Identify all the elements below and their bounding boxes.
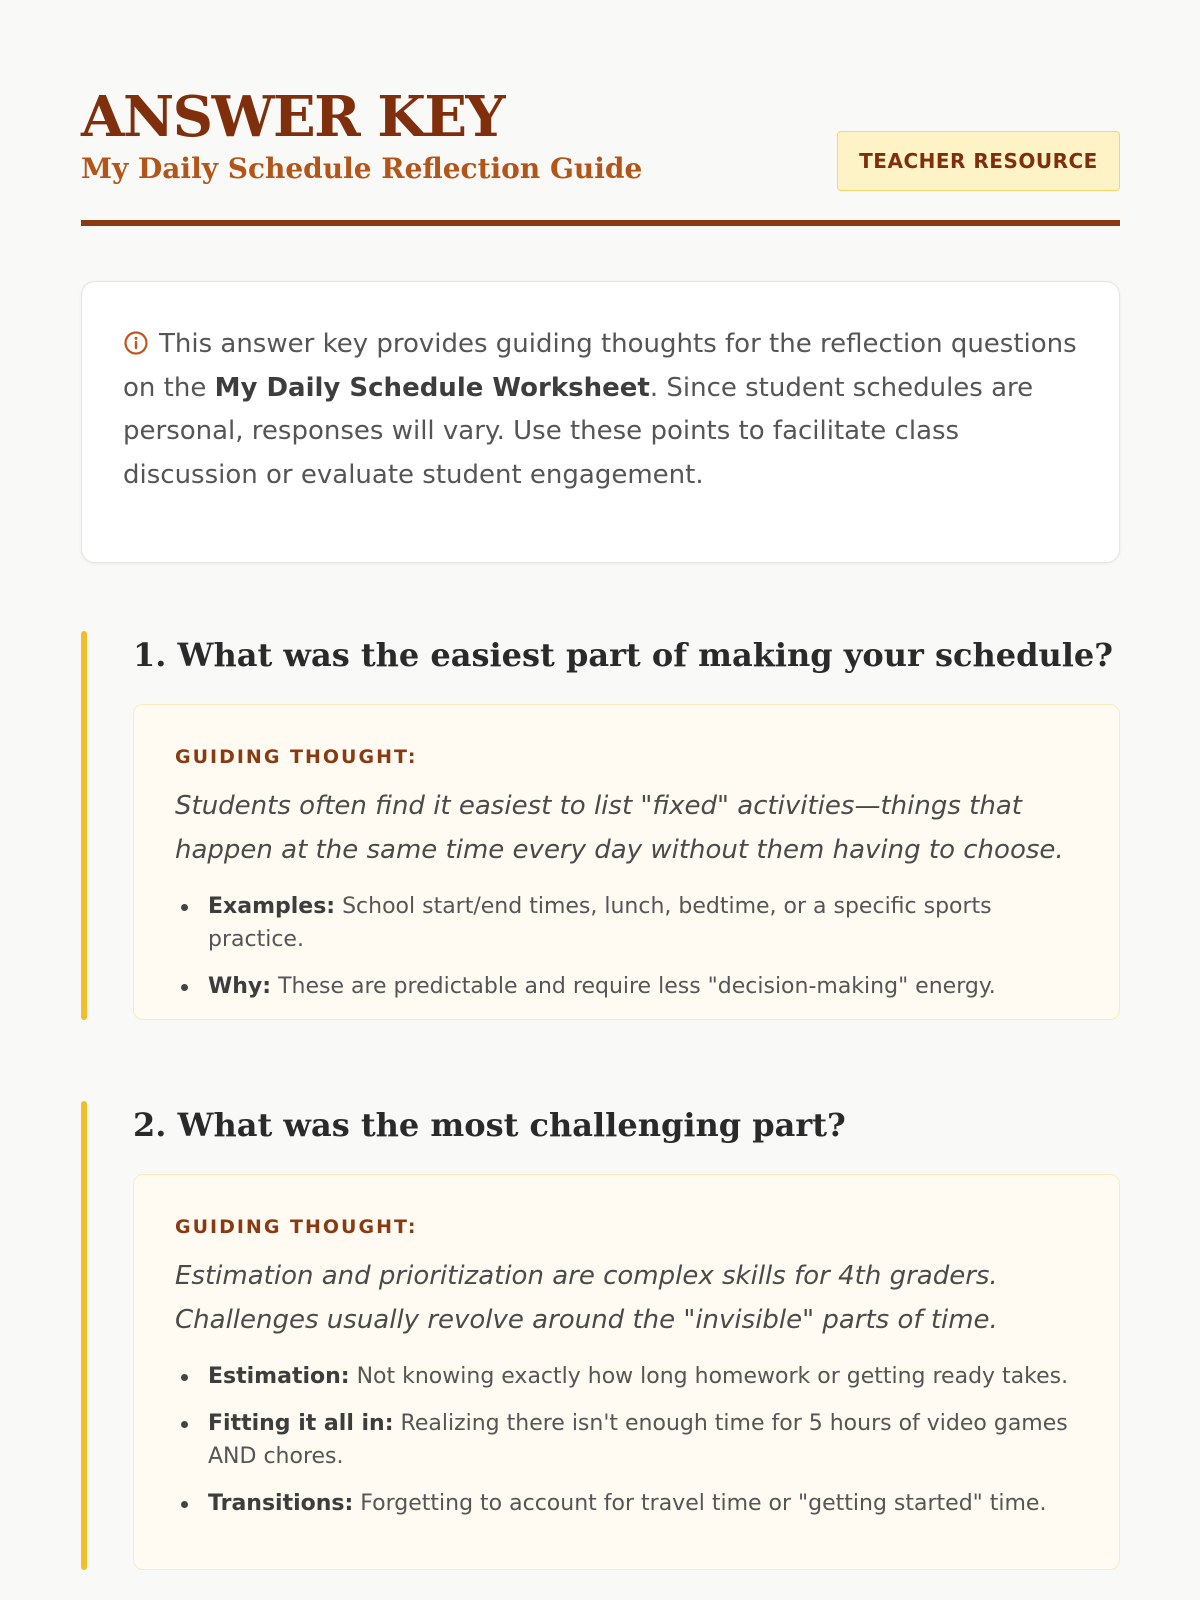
guiding-thought-box (133, 704, 1120, 1020)
list-item-term: Estimation: (208, 1364, 350, 1389)
list-item-text: Not knowing exactly how long homework or getting ready takes. (349, 1364, 1069, 1389)
list-item-term: Why: (208, 974, 272, 999)
list-item-text: Realizing there isn't enough time for 5 hours of video games AND chores. (208, 1411, 1068, 1469)
info-circle-icon (123, 327, 149, 353)
page-subtitle: My Daily Schedule Reflection Guide (81, 152, 643, 185)
list-item (208, 1487, 1079, 1520)
intro-card (81, 281, 1120, 563)
list-item-term: Transitions: (208, 1491, 354, 1516)
header-divider (81, 220, 1120, 226)
page-title: ANSWER KEY (81, 84, 505, 150)
guiding-thought-box (133, 1174, 1120, 1570)
question-title: 2. What was the most challenging part? (133, 1106, 846, 1144)
worksheet-name: My Daily Schedule Worksheet (214, 372, 650, 403)
page-header (81, 82, 1120, 228)
question-card-1 (81, 631, 1120, 1020)
question-accent-bar (81, 631, 87, 1020)
list-item-text: School start/end times, lunch, bedtime, or a specific sports practice. (208, 894, 992, 952)
guiding-thought-list (175, 1360, 1079, 1520)
list-item (208, 970, 1079, 1003)
guiding-thought-label: GUIDING THOUGHT: (175, 1216, 418, 1238)
guiding-thought-list (175, 890, 1079, 1003)
list-item (208, 890, 1079, 956)
list-item-term: Examples: (208, 894, 336, 919)
list-item (208, 1407, 1079, 1473)
list-item-text: Forgetting to account for travel time or "getting started" time. (353, 1491, 1047, 1516)
guiding-thought-text: Estimation and prioritization are complex skills for 4th graders. Challenges usually revolve around the "invisible" parts of time. (175, 1261, 998, 1335)
question-accent-bar (81, 1101, 87, 1570)
question-card-2 (81, 1101, 1120, 1570)
intro-text (123, 323, 1078, 497)
list-item (208, 1360, 1079, 1393)
question-title: 1. What was the easiest part of making your schedule? (133, 636, 1114, 674)
list-item-text: These are predictable and require less "decision-making" energy. (271, 974, 996, 999)
intro-text-before: This answer key provides guiding thoughts for the reflection questions on the (123, 329, 1077, 403)
intro-text-after: . Since student schedules are personal, responses will vary. Use these points to facilitate class discussion or evaluate student engagement. (123, 372, 1034, 490)
guiding-thought-label: GUIDING THOUGHT: (175, 746, 418, 768)
list-item-term: Fitting it all in: (208, 1411, 394, 1436)
teacher-resource-badge: TEACHER RESOURCE (837, 131, 1120, 191)
guiding-thought-text: Students often find it easiest to list "fixed" activities—things that happen at the same time every day without them having to choose. (175, 791, 1064, 865)
